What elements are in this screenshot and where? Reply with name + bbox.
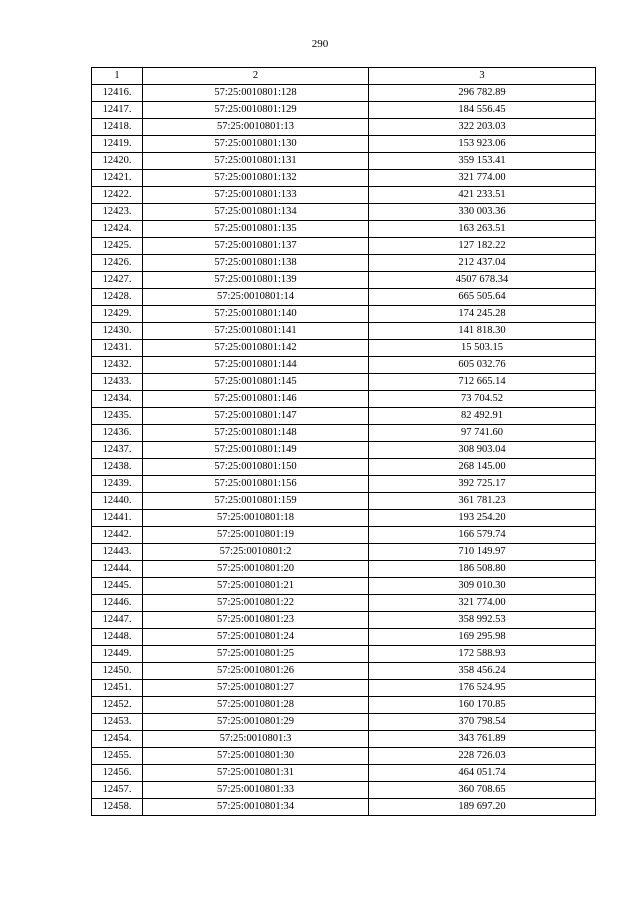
cadastral-number-cell: 57:25:0010801:142 [143,340,369,357]
cadastral-value-cell: 97 741.60 [369,425,596,442]
cadastral-value-cell: 141 818.30 [369,323,596,340]
cadastral-number-cell: 57:25:0010801:22 [143,595,369,612]
table-row [92,510,596,527]
table-row [92,170,596,187]
row-number-cell: 12432. [92,357,143,374]
row-number-cell: 12430. [92,323,143,340]
row-number-cell: 12441. [92,510,143,527]
cadastral-number-cell: 57:25:0010801:159 [143,493,369,510]
row-number-cell: 12418. [92,119,143,136]
cadastral-number-cell: 57:25:0010801:2 [143,544,369,561]
row-number-cell: 12433. [92,374,143,391]
row-number-cell: 12442. [92,527,143,544]
row-number-cell: 12453. [92,714,143,731]
column-header-2: 2 [143,68,369,85]
table-row [92,323,596,340]
row-number-cell: 12421. [92,170,143,187]
row-number-cell: 12428. [92,289,143,306]
column-header-3: 3 [369,68,596,85]
cadastral-value-cell: 392 725.17 [369,476,596,493]
table-row [92,731,596,748]
cadastral-number-cell: 57:25:0010801:24 [143,629,369,646]
row-number-cell: 12438. [92,459,143,476]
cadastral-value-cell: 421 233.51 [369,187,596,204]
row-number-cell: 12436. [92,425,143,442]
table-body [92,85,596,816]
cadastral-number-cell: 57:25:0010801:28 [143,697,369,714]
row-number-cell: 12452. [92,697,143,714]
cadastral-value-cell: 186 508.80 [369,561,596,578]
cadastral-number-cell: 57:25:0010801:26 [143,663,369,680]
cadastral-value-table [91,67,596,816]
table-row [92,493,596,510]
table-row [92,544,596,561]
cadastral-number-cell: 57:25:0010801:156 [143,476,369,493]
cadastral-number-cell: 57:25:0010801:3 [143,731,369,748]
table-row [92,476,596,493]
cadastral-value-cell: 174 245.28 [369,306,596,323]
table-row [92,527,596,544]
table-row [92,646,596,663]
cadastral-value-cell: 330 003.36 [369,204,596,221]
cadastral-number-cell: 57:25:0010801:23 [143,612,369,629]
row-number-cell: 12456. [92,765,143,782]
cadastral-value-cell: 464 051.74 [369,765,596,782]
row-number-cell: 12439. [92,476,143,493]
row-number-cell: 12420. [92,153,143,170]
table-row [92,272,596,289]
cadastral-number-cell: 57:25:0010801:149 [143,442,369,459]
cadastral-value-cell: 710 149.97 [369,544,596,561]
row-number-cell: 12440. [92,493,143,510]
cadastral-value-cell: 358 456.24 [369,663,596,680]
row-number-cell: 12424. [92,221,143,238]
cadastral-number-cell: 57:25:0010801:135 [143,221,369,238]
cadastral-value-cell: 193 254.20 [369,510,596,527]
table-row [92,629,596,646]
cadastral-value-cell: 172 588.93 [369,646,596,663]
cadastral-number-cell: 57:25:0010801:144 [143,357,369,374]
cadastral-value-cell: 73 704.52 [369,391,596,408]
cadastral-value-cell: 321 774.00 [369,170,596,187]
cadastral-value-cell: 228 726.03 [369,748,596,765]
cadastral-number-cell: 57:25:0010801:137 [143,238,369,255]
table-row [92,578,596,595]
table-row [92,85,596,102]
row-number-cell: 12443. [92,544,143,561]
row-number-cell: 12434. [92,391,143,408]
table-row [92,425,596,442]
row-number-cell: 12425. [92,238,143,255]
cadastral-number-cell: 57:25:0010801:148 [143,425,369,442]
cadastral-number-cell: 57:25:0010801:25 [143,646,369,663]
cadastral-value-cell: 163 263.51 [369,221,596,238]
cadastral-number-cell: 57:25:0010801:34 [143,799,369,816]
cadastral-number-cell: 57:25:0010801:29 [143,714,369,731]
cadastral-value-cell: 169 295.98 [369,629,596,646]
cadastral-value-cell: 308 903.04 [369,442,596,459]
row-number-cell: 12451. [92,680,143,697]
table-row [92,697,596,714]
cadastral-number-cell: 57:25:0010801:147 [143,408,369,425]
table-row [92,221,596,238]
table-row [92,340,596,357]
cadastral-value-cell: 153 923.06 [369,136,596,153]
table-header-row [92,68,596,85]
cadastral-value-cell: 370 798.54 [369,714,596,731]
cadastral-number-cell: 57:25:0010801:18 [143,510,369,527]
row-number-cell: 12455. [92,748,143,765]
cadastral-value-cell: 322 203.03 [369,119,596,136]
cadastral-value-cell: 358 992.53 [369,612,596,629]
cadastral-value-cell: 605 032.76 [369,357,596,374]
row-number-cell: 12449. [92,646,143,663]
cadastral-number-cell: 57:25:0010801:146 [143,391,369,408]
row-number-cell: 12437. [92,442,143,459]
cadastral-number-cell: 57:25:0010801:13 [143,119,369,136]
row-number-cell: 12426. [92,255,143,272]
row-number-cell: 12429. [92,306,143,323]
row-number-cell: 12435. [92,408,143,425]
cadastral-number-cell: 57:25:0010801:128 [143,85,369,102]
table-row [92,408,596,425]
table-row [92,289,596,306]
cadastral-value-cell: 212 437.04 [369,255,596,272]
cadastral-value-cell: 296 782.89 [369,85,596,102]
table-row [92,102,596,119]
row-number-cell: 12454. [92,731,143,748]
cadastral-value-cell: 665 505.64 [369,289,596,306]
table-row [92,714,596,731]
cadastral-value-cell: 343 761.89 [369,731,596,748]
table-row [92,561,596,578]
table-row [92,204,596,221]
cadastral-number-cell: 57:25:0010801:27 [143,680,369,697]
cadastral-number-cell: 57:25:0010801:31 [143,765,369,782]
cadastral-value-cell: 4507 678.34 [369,272,596,289]
table-row [92,136,596,153]
table-row [92,255,596,272]
row-number-cell: 12431. [92,340,143,357]
cadastral-number-cell: 57:25:0010801:139 [143,272,369,289]
cadastral-number-cell: 57:25:0010801:21 [143,578,369,595]
table-row [92,765,596,782]
table-row [92,391,596,408]
table-row [92,357,596,374]
page-number: 290 [311,38,329,50]
cadastral-value-cell: 189 697.20 [369,799,596,816]
cadastral-number-cell: 57:25:0010801:14 [143,289,369,306]
cadastral-number-cell: 57:25:0010801:130 [143,136,369,153]
cadastral-value-cell: 321 774.00 [369,595,596,612]
cadastral-value-cell: 127 182.22 [369,238,596,255]
table-row [92,442,596,459]
row-number-cell: 12448. [92,629,143,646]
cadastral-number-cell: 57:25:0010801:129 [143,102,369,119]
cadastral-number-cell: 57:25:0010801:133 [143,187,369,204]
cadastral-number-cell: 57:25:0010801:132 [143,170,369,187]
table-row [92,187,596,204]
row-number-cell: 12445. [92,578,143,595]
row-number-cell: 12416. [92,85,143,102]
row-number-cell: 12457. [92,782,143,799]
cadastral-value-cell: 309 010.30 [369,578,596,595]
table-row [92,119,596,136]
cadastral-number-cell: 57:25:0010801:134 [143,204,369,221]
cadastral-value-cell: 15 503.15 [369,340,596,357]
column-header-1: 1 [92,68,143,85]
cadastral-number-cell: 57:25:0010801:20 [143,561,369,578]
cadastral-value-cell: 176 524.95 [369,680,596,697]
cadastral-value-cell: 361 781.23 [369,493,596,510]
cadastral-number-cell: 57:25:0010801:131 [143,153,369,170]
table-row [92,612,596,629]
cadastral-value-cell: 160 170.85 [369,697,596,714]
row-number-cell: 12450. [92,663,143,680]
table-row [92,748,596,765]
row-number-cell: 12447. [92,612,143,629]
cadastral-number-cell: 57:25:0010801:140 [143,306,369,323]
cadastral-value-cell: 268 145.00 [369,459,596,476]
row-number-cell: 12419. [92,136,143,153]
row-number-cell: 12458. [92,799,143,816]
table-row [92,306,596,323]
table-row [92,459,596,476]
cadastral-value-cell: 166 579.74 [369,527,596,544]
row-number-cell: 12423. [92,204,143,221]
table-row [92,595,596,612]
cadastral-number-cell: 57:25:0010801:150 [143,459,369,476]
row-number-cell: 12446. [92,595,143,612]
cadastral-number-cell: 57:25:0010801:30 [143,748,369,765]
row-number-cell: 12422. [92,187,143,204]
row-number-cell: 12427. [92,272,143,289]
cadastral-number-cell: 57:25:0010801:33 [143,782,369,799]
row-number-cell: 12444. [92,561,143,578]
cadastral-number-cell: 57:25:0010801:19 [143,527,369,544]
cadastral-value-cell: 712 665.14 [369,374,596,391]
table-row [92,238,596,255]
table-row [92,153,596,170]
table-row [92,782,596,799]
cadastral-value-cell: 82 492.91 [369,408,596,425]
row-number-cell: 12417. [92,102,143,119]
cadastral-value-cell: 359 153.41 [369,153,596,170]
cadastral-number-cell: 57:25:0010801:141 [143,323,369,340]
cadastral-number-cell: 57:25:0010801:145 [143,374,369,391]
cadastral-value-cell: 360 708.65 [369,782,596,799]
table-row [92,680,596,697]
table-row [92,663,596,680]
cadastral-value-cell: 184 556.45 [369,102,596,119]
table-row [92,374,596,391]
cadastral-number-cell: 57:25:0010801:138 [143,255,369,272]
table-row [92,799,596,816]
